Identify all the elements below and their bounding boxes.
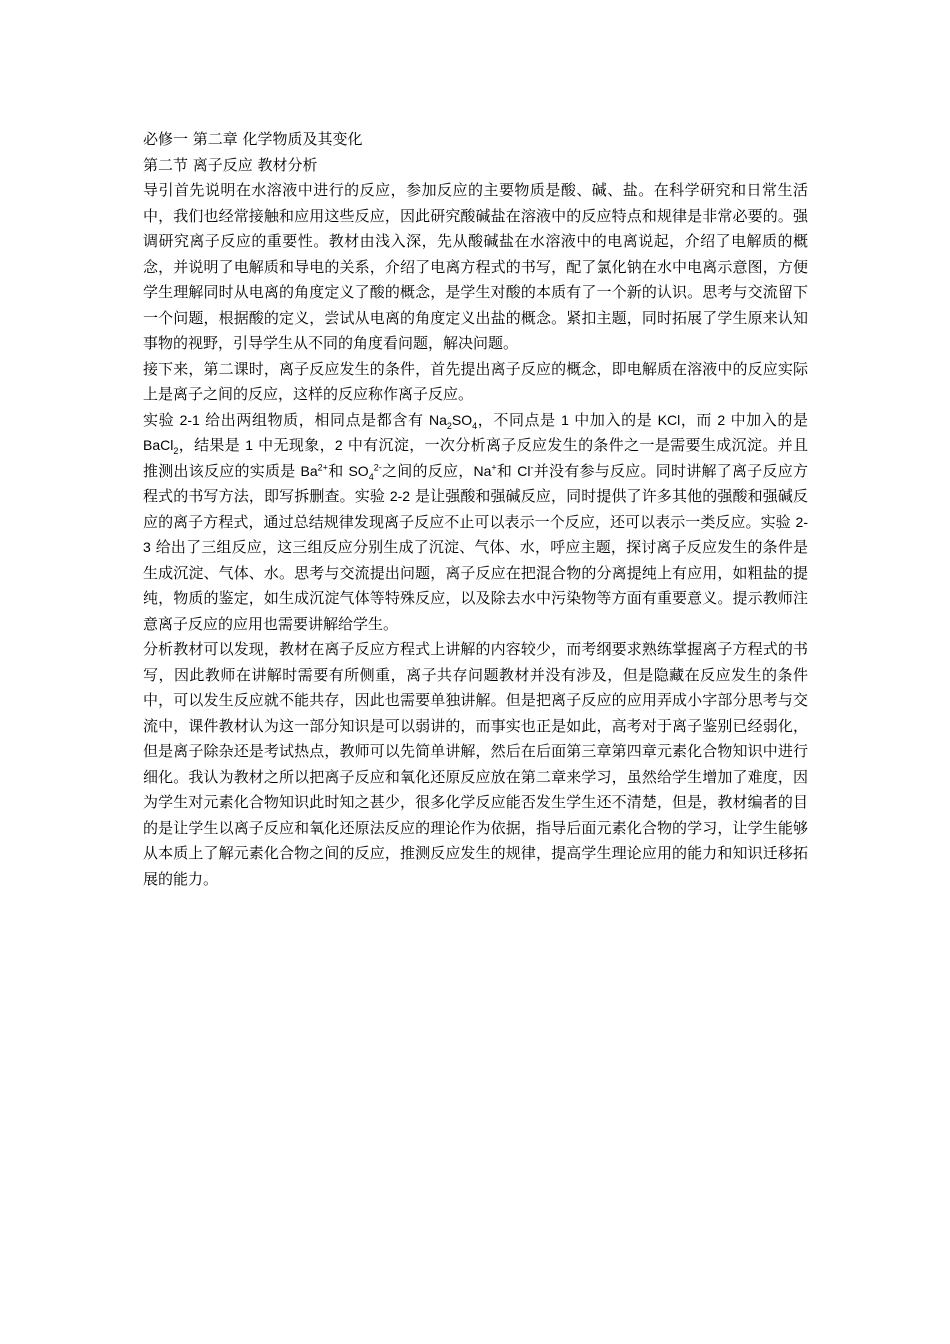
ion-so4: $SO_4^{2-}$ — [348, 461, 382, 482]
ion-cl: Cl- — [517, 461, 534, 479]
document-title: 必修一 第二章 化学物质及其变化 — [143, 130, 363, 148]
formula-bacl2: BaCl$_2$ — [143, 437, 179, 456]
formula-kcl: KCl — [657, 411, 681, 428]
paragraph-second-lesson: 接下来，第二课时，离子反应发生的条件，首先提出离子反应的概念，即电解质在溶液中的反应实际上是离子之间的反应，这样的反应称作离子反应。 — [143, 359, 808, 403]
section-title: 第二节 离子反应 教材分析 — [143, 155, 318, 174]
document-body — [143, 127, 808, 892]
paragraph-experiments: 实验 2-1 给出两组物质，相同点是都含有 $Na_2SO_4$，不同点是 1 中加入的是 KCl，而 2 中加入的是 BaCl$_2$，结果是 1 中无现象，2 中有沉淀，一次分析离子反应发生的条件之一是需要生成沉淀。并且推测出该反应的实质是 $Ba^{2+}$和 $SO_4^{2-}$之间的反应，Na+和 Cl-并没有参与反应。同时讲解了离子反应方程式的书写方法，即写拆删查。实验 2-2 是让强酸和强碱反应，同时提供了许多其他的强酸和强碱反应的离子方程式，通过总结规律发现离子反应不止可以表示一个反应，还可以表示一类反应。实验 2-3 给出了三组反应，这三组反应分别生成了沉淀、气体、水，呼应主题，探讨离子反应发生的条件是生成沉淀、气体、水。思考与交流提出问题，离子反应在把混合物的分离提纯上有应用，如粗盐的提纯，物质的鉴定，如生成沉淀气体等特殊反应，以及除去水中污染物等方面有重要意义。提示教师注意离子反应的应用也需要讲解给学生。 — [143, 410, 808, 633]
paragraph-analysis: 分析教材可以发现，教材在离子反应方程式上讲解的内容较少，而考纲要求熟练掌握离子方程式的书写，因此教师在讲解时需要有所侧重，离子共存问题教材并没有涉及，但是隐藏在反应发生的条件中，可以发生反应就不能共存，因此也需要单独讲解。但是把离子反应的应用弄成小字部分思考与交流中，课件教材认为这一部分知识是可以弱讲的，而事实也正是如此，高考对于离子鉴别已经弱化，但是离子除杂还是考试热点，教师可以先简单讲解，然后在后面第三章第四章元素化合物知识中进行细化。我认为教材之所以把离子反应和氧化还原反应放在第二章来学习，虽然给学生增加了难度，因为学生对元素化合物知识此时知之甚少，很多化学反应能否发生学生还不清楚，但是，教材编者的目的是让学生以离子反应和氧化还原法反应的理论作为依据，指导后面元素化合物的学习，让学生能够从本质上了解元素化合物之间的反应，推测反应发生的规律，提高学生理论应用的能力和知识迁移拓展的能力。 — [143, 640, 808, 888]
ion-ba: $Ba^{2+}$ — [300, 461, 328, 479]
paragraph-intro: 导引首先说明在水溶液中进行的反应，参加反应的主要物质是酸、碱、盐。在科学研究和日常生活中，我们也经常接触和应用这些反应，因此研究酸碱盐在溶液中的反应特点和规律是非常必要的。强调研究离子反应的重要性。教材由浅入深，先从酸碱盐在水溶液中的电离说起，介绍了电解质的概念，并说明了电解质和导电的关系，介绍了电离方程式的书写，配了氯化钠在水中电离示意图，方便学生理解同时从电离的角度定义了酸的概念，是学生对酸的本质有了一个新的认识。思考与交流留下一个问题，根据酸的定义，尝试从电离的角度定义出盐的概念。紧扣主题，同时拓展了学生原来认知事物的视野，引导学生从不同的角度看问题，解决问题。 — [143, 181, 808, 352]
formula-na2so4: $Na_2SO_4$ — [428, 411, 478, 431]
ion-na: Na+ — [473, 461, 497, 479]
